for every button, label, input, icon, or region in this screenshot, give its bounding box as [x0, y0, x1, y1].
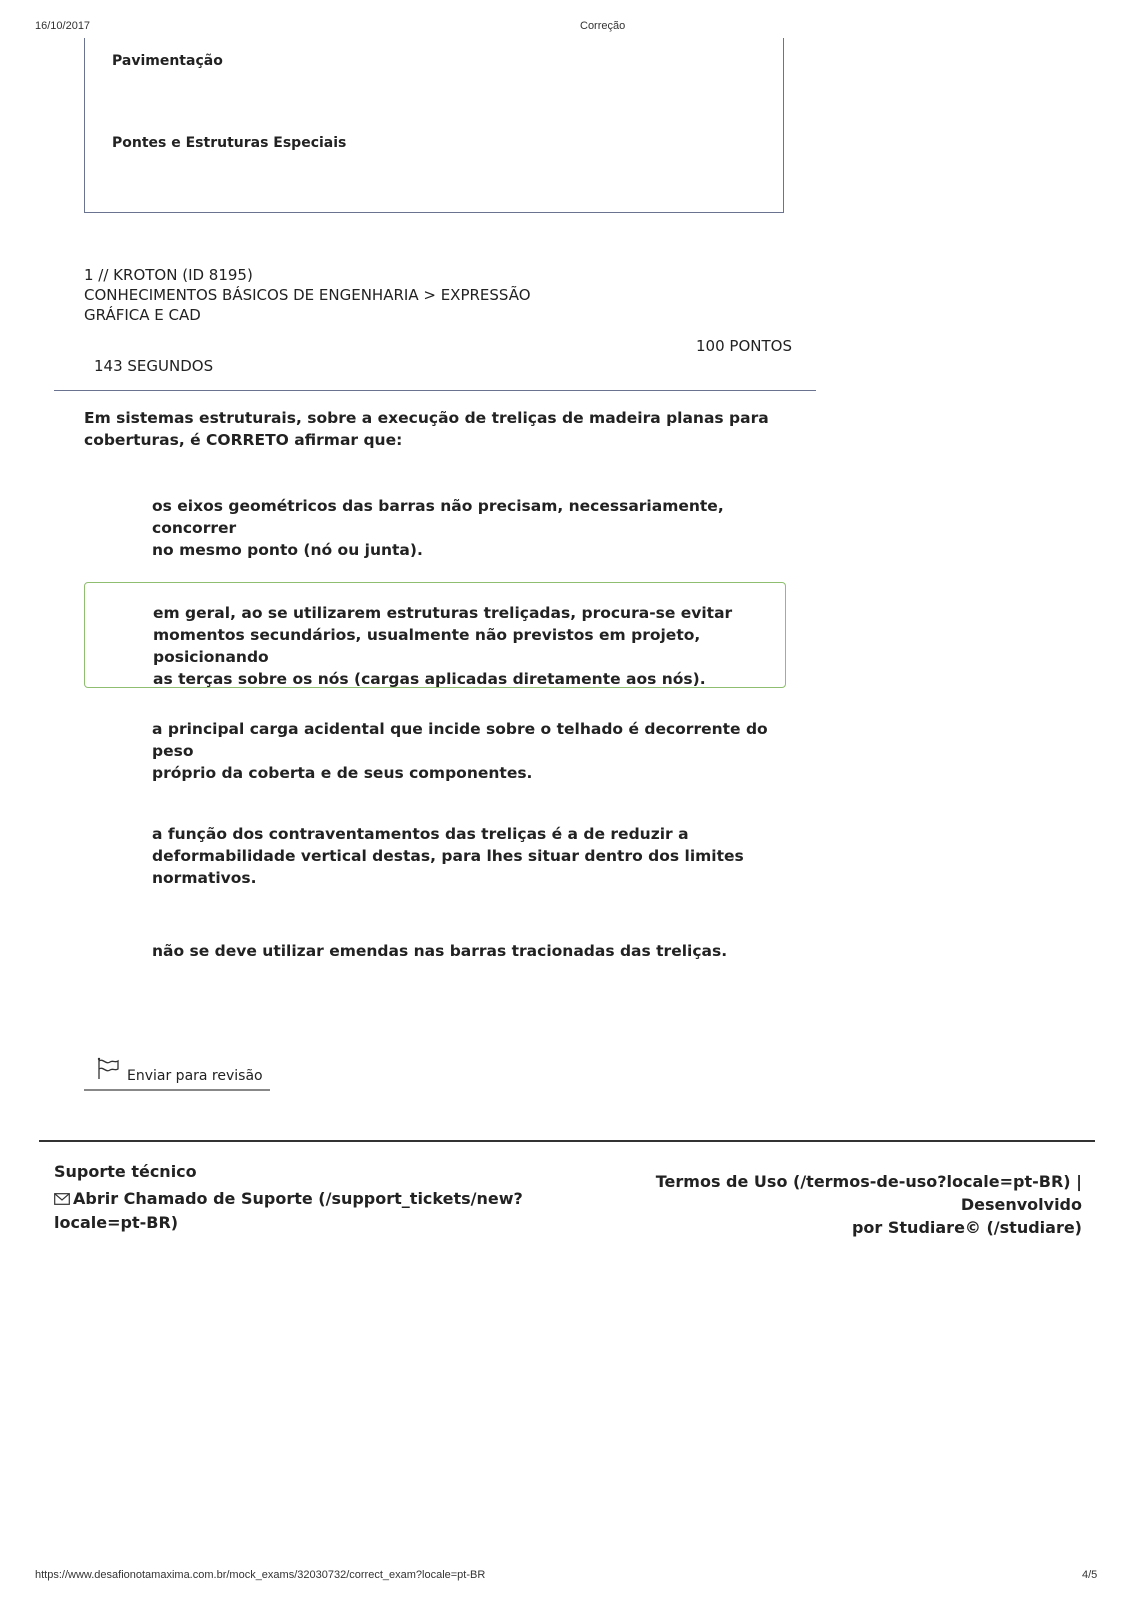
option-line: a função dos contraventamentos das treliças é a de reduzir a: [152, 825, 689, 843]
terms-link[interactable]: [562, 1170, 1082, 1239]
option-line: no mesmo ponto (nó ou junta).: [152, 541, 423, 559]
category-item-bridges[interactable]: Pontes e Estruturas Especiais: [112, 135, 347, 151]
option-line: normativos.: [152, 869, 257, 887]
question-subject-line1: CONHECIMENTOS BÁSICOS DE ENGENHARIA > EXPRESSÃO: [84, 286, 531, 304]
statement-line: coberturas, é CORRETO afirmar que:: [84, 431, 403, 449]
answer-option-e[interactable]: [152, 940, 772, 962]
footer-divider: [39, 1140, 1095, 1142]
question-divider: [54, 390, 816, 391]
category-item-paving[interactable]: Pavimentação: [112, 53, 223, 69]
send-for-review-button[interactable]: [84, 1055, 270, 1091]
answer-option-a[interactable]: [152, 495, 772, 561]
statement-line: Em sistemas estruturais, sobre a execução de treliças de madeira planas para: [84, 409, 769, 427]
print-date: 16/10/2017: [35, 20, 91, 32]
send-for-review-label: Enviar para revisão: [127, 1068, 263, 1084]
question-points: 100 PONTOS: [696, 337, 792, 355]
option-line: deformabilidade vertical destas, para lhes situar dentro dos limites: [152, 847, 744, 865]
flag-icon: [96, 1057, 120, 1086]
question-time: 143 SEGUNDOS: [94, 357, 214, 375]
option-line: próprio da coberta e de seus componentes.: [152, 764, 533, 782]
question-subject-line2: GRÁFICA E CAD: [84, 306, 201, 324]
print-title: Correção: [580, 20, 626, 32]
print-url: https://www.desafionotamaxima.com.br/mock_exams/32030732/correct_exam?locale=pt-BR: [35, 1569, 486, 1581]
option-line: momentos secundários, usualmente não previstos em projeto, posicionando: [153, 626, 701, 666]
option-line: os eixos geométricos das barras não precisam, necessariamente, concorrer: [152, 497, 724, 537]
option-line: em geral, ao se utilizarem estruturas treliçadas, procura-se evitar: [153, 604, 733, 622]
question-id: 1 // KROTON (ID 8195): [84, 266, 253, 284]
envelope-icon: [54, 1188, 70, 1211]
answer-option-b[interactable]: [153, 602, 793, 690]
print-page-number: 4/5: [1082, 1569, 1098, 1581]
option-line: não se deve utilizar emendas nas barras tracionadas das treliças.: [152, 942, 728, 960]
terms-line1: Termos de Uso (/termos-de-uso?locale=pt-BR) | Desenvolvido: [655, 1172, 1082, 1214]
option-line: as terças sobre os nós (cargas aplicadas diretamente aos nós).: [153, 670, 706, 688]
answer-option-c[interactable]: [152, 718, 772, 784]
support-ticket-link[interactable]: [54, 1187, 554, 1234]
answer-option-d[interactable]: [152, 823, 772, 889]
support-link-line2: locale=pt-BR): [54, 1213, 179, 1232]
terms-line2: por Studiare© (/studiare): [851, 1218, 1082, 1237]
question-statement: [84, 407, 769, 451]
support-link-line1: Abrir Chamado de Suporte (/support_tickets/new?: [73, 1189, 523, 1208]
support-title: Suporte técnico: [54, 1162, 197, 1181]
option-line: a principal carga acidental que incide sobre o telhado é decorrente do peso: [152, 720, 768, 760]
